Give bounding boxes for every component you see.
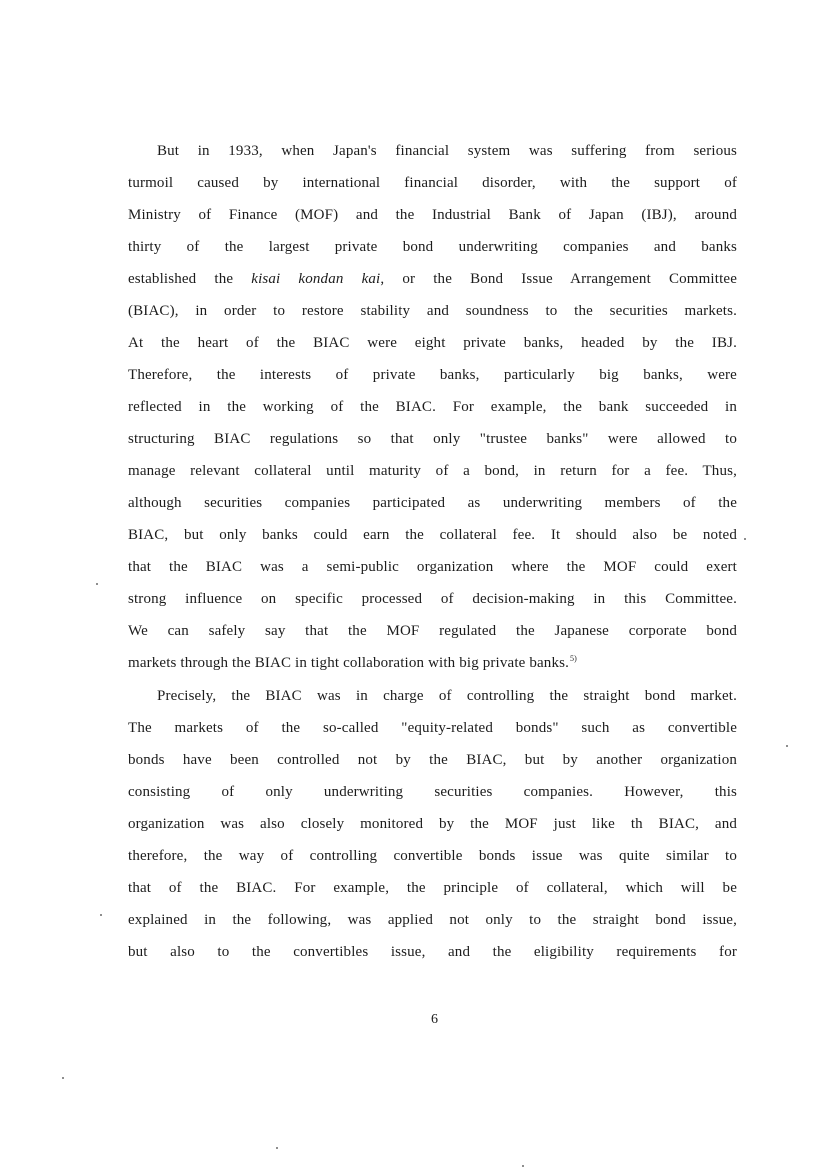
scan-speck	[276, 1147, 278, 1149]
text-line: But in 1933, when Japan's financial system was suffering from serious	[157, 143, 737, 159]
text-line: (BIAC), in order to restore stability and soundness to the securities markets.	[128, 303, 737, 319]
text-line: bonds have been controlled not by the BIAC, but by another organization	[128, 752, 737, 768]
text-line: Ministry of Finance (MOF) and the Industrial Bank of Japan (IBJ), around	[128, 207, 737, 223]
text-line	[128, 647, 737, 679]
scan-speck	[786, 745, 788, 747]
text-line: that of the BIAC. For example, the principle of collateral, which will be	[128, 880, 737, 896]
page-number: 6	[431, 1012, 438, 1027]
text-line: consisting of only underwriting securities companies. However, this	[128, 784, 737, 800]
text-line: organization was also closely monitored by the MOF just like th BIAC, and	[128, 816, 737, 832]
text-line: but also to the convertibles issue, and the eligibility requirements for	[128, 944, 737, 960]
text-line: Precisely, the BIAC was in charge of controlling the straight bond market.	[157, 688, 737, 704]
scan-speck	[62, 1077, 64, 1079]
text-line: Therefore, the interests of private banks, particularly big banks, were	[128, 367, 737, 383]
text-line: thirty of the largest private bond underwriting companies and banks	[128, 239, 737, 255]
text-line: although securities companies participated as underwriting members of the	[128, 495, 737, 511]
scan-speck	[744, 538, 746, 540]
text-line: We can safely say that the MOF regulated the Japanese corporate bond	[128, 623, 737, 639]
text-line: The markets of the so-called "equity-related bonds" such as convertible	[128, 720, 737, 736]
paragraph-biac-history	[128, 135, 737, 679]
footnote-marker: 5)	[570, 654, 577, 663]
scan-speck	[100, 914, 102, 916]
text-line: strong influence on specific processed of decision-making in this Committee.	[128, 591, 737, 607]
italic-term: kisai kondan kai	[251, 271, 381, 287]
text-line: reflected in the working of the BIAC. For example, the bank succeeded in	[128, 399, 737, 415]
text-line: manage relevant collateral until maturity of a bond, in return for a fee. Thus,	[128, 463, 737, 479]
paragraph-straight-bond-market	[128, 680, 737, 968]
text-line	[128, 263, 737, 295]
text-line: structuring BIAC regulations so that only "trustee banks" were allowed to	[128, 431, 737, 447]
text-line: explained in the following, was applied not only to the straight bond issue,	[128, 912, 737, 928]
text-line: BIAC, but only banks could earn the collateral fee. It should also be noted	[128, 527, 737, 543]
text-segment: markets through the BIAC in tight collaboration with big private banks.	[128, 655, 569, 671]
text-line: that the BIAC was a semi-public organization where the MOF could exert	[128, 559, 737, 575]
scan-speck	[96, 583, 98, 585]
scan-speck	[522, 1165, 524, 1167]
text-segment: , or the Bond Issue Arrangement Committee	[380, 271, 737, 287]
text-segment: established the	[128, 271, 252, 287]
text-line: turmoil caused by international financial disorder, with the support of	[128, 175, 737, 191]
text-line: therefore, the way of controlling convertible bonds issue was quite similar to	[128, 848, 737, 864]
text-line: At the heart of the BIAC were eight private banks, headed by the IBJ.	[128, 335, 737, 351]
